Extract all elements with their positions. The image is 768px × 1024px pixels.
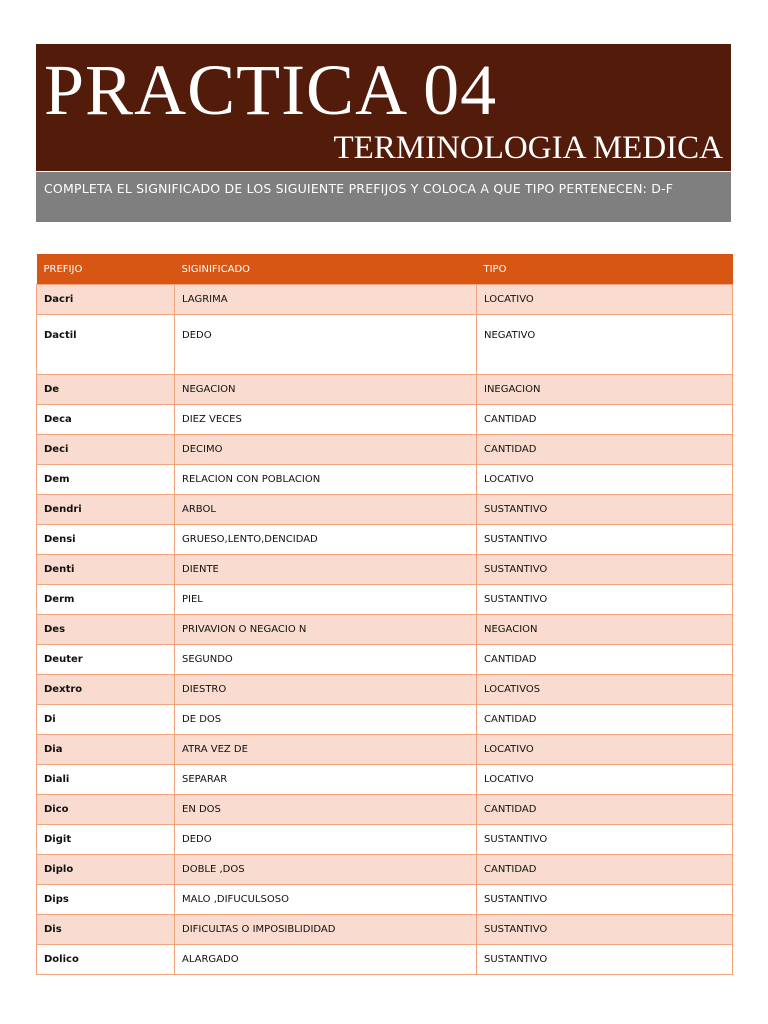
meaning-cell: NEGACION xyxy=(175,375,477,405)
meaning-cell: PRIVAVION O NEGACIO N xyxy=(175,615,477,645)
type-cell: SUSTANTIVO xyxy=(477,945,733,975)
table-row xyxy=(37,675,733,705)
meaning-cell: DOBLE ,DOS xyxy=(175,855,477,885)
column-header-prefijo: PREFIJO xyxy=(37,254,175,285)
prefix-cell: Dacri xyxy=(37,285,175,315)
meaning-cell: DE DOS xyxy=(175,705,477,735)
prefix-cell: Dico xyxy=(37,795,175,825)
prefix-cell: Dendri xyxy=(37,495,175,525)
type-cell: SUSTANTIVO xyxy=(477,825,733,855)
table-row xyxy=(37,945,733,975)
meaning-cell: MALO ,DIFUCULSOSO xyxy=(175,885,477,915)
type-cell: LOCATIVO xyxy=(477,465,733,495)
instructions-banner: COMPLETA EL SIGNIFICADO DE LOS SIGUIENTE PREFIJOS Y COLOCA A QUE TIPO PERTENECEN: D-F xyxy=(36,172,731,222)
type-cell: SUSTANTIVO xyxy=(477,525,733,555)
table-row xyxy=(37,405,733,435)
prefix-cell: Deca xyxy=(37,405,175,435)
prefix-cell: Digit xyxy=(37,825,175,855)
meaning-cell: DIENTE xyxy=(175,555,477,585)
table-row xyxy=(37,465,733,495)
table-row xyxy=(37,615,733,645)
prefix-cell: Dolico xyxy=(37,945,175,975)
meaning-cell: PIEL xyxy=(175,585,477,615)
prefix-cell: Deci xyxy=(37,435,175,465)
prefix-cell: Denti xyxy=(37,555,175,585)
meaning-cell: DIESTRO xyxy=(175,675,477,705)
table-row xyxy=(37,285,733,315)
prefix-cell: Dem xyxy=(37,465,175,495)
table-row xyxy=(37,795,733,825)
table-row xyxy=(37,315,733,375)
table-header-row xyxy=(37,254,733,285)
prefix-cell: Des xyxy=(37,615,175,645)
table-row xyxy=(37,735,733,765)
type-cell: CANTIDAD xyxy=(477,855,733,885)
type-cell: NEGACION xyxy=(477,615,733,645)
title-banner xyxy=(36,44,731,171)
prefix-cell: Di xyxy=(37,705,175,735)
meaning-cell: DECIMO xyxy=(175,435,477,465)
meaning-cell: DIEZ VECES xyxy=(175,405,477,435)
column-header-significado: SIGINIFICADO xyxy=(175,254,477,285)
meaning-cell: SEGUNDO xyxy=(175,645,477,675)
prefix-cell: Diali xyxy=(37,765,175,795)
page-title: PRACTICA 04 xyxy=(44,50,498,130)
type-cell: CANTIDAD xyxy=(477,435,733,465)
meaning-cell: ATRA VEZ DE xyxy=(175,735,477,765)
table-row xyxy=(37,855,733,885)
table-row xyxy=(37,495,733,525)
type-cell: CANTIDAD xyxy=(477,705,733,735)
type-cell: LOCATIVO xyxy=(477,285,733,315)
type-cell: SUSTANTIVO xyxy=(477,555,733,585)
meaning-cell: EN DOS xyxy=(175,795,477,825)
prefix-cell: Dips xyxy=(37,885,175,915)
column-header-tipo: TIPO xyxy=(477,254,733,285)
type-cell: SUSTANTIVO xyxy=(477,495,733,525)
table-row xyxy=(37,705,733,735)
type-cell: NEGATIVO xyxy=(477,315,733,375)
meaning-cell: RELACION CON POBLACION xyxy=(175,465,477,495)
type-cell: INEGACION xyxy=(477,375,733,405)
prefix-cell: De xyxy=(37,375,175,405)
table-row xyxy=(37,885,733,915)
meaning-cell: SEPARAR xyxy=(175,765,477,795)
type-cell: CANTIDAD xyxy=(477,795,733,825)
meaning-cell: ARBOL xyxy=(175,495,477,525)
table-row xyxy=(37,645,733,675)
table-row xyxy=(37,555,733,585)
prefix-cell: Dis xyxy=(37,915,175,945)
table-row xyxy=(37,915,733,945)
type-cell: LOCATIVO xyxy=(477,735,733,765)
prefix-cell: Densi xyxy=(37,525,175,555)
table-row xyxy=(37,825,733,855)
table-row xyxy=(37,375,733,405)
prefix-cell: Dia xyxy=(37,735,175,765)
table-row xyxy=(37,585,733,615)
meaning-cell: DEDO xyxy=(175,315,477,375)
type-cell: CANTIDAD xyxy=(477,405,733,435)
meaning-cell: LAGRIMA xyxy=(175,285,477,315)
prefix-cell: Dextro xyxy=(37,675,175,705)
type-cell: SUSTANTIVO xyxy=(477,585,733,615)
meaning-cell: DEDO xyxy=(175,825,477,855)
table-row xyxy=(37,435,733,465)
page-subtitle: TERMINOLOGIA MEDICA xyxy=(333,130,723,166)
table-row xyxy=(37,765,733,795)
table-row xyxy=(37,525,733,555)
meaning-cell: GRUESO,LENTO,DENCIDAD xyxy=(175,525,477,555)
prefix-cell: Deuter xyxy=(37,645,175,675)
prefix-table xyxy=(36,254,733,975)
type-cell: SUSTANTIVO xyxy=(477,915,733,945)
prefix-cell: Dactil xyxy=(37,315,175,375)
type-cell: LOCATIVOS xyxy=(477,675,733,705)
prefix-cell: Derm xyxy=(37,585,175,615)
type-cell: LOCATIVO xyxy=(477,765,733,795)
meaning-cell: ALARGADO xyxy=(175,945,477,975)
type-cell: SUSTANTIVO xyxy=(477,885,733,915)
meaning-cell: DIFICULTAS O IMPOSIBLIDIDAD xyxy=(175,915,477,945)
prefix-cell: Diplo xyxy=(37,855,175,885)
type-cell: CANTIDAD xyxy=(477,645,733,675)
